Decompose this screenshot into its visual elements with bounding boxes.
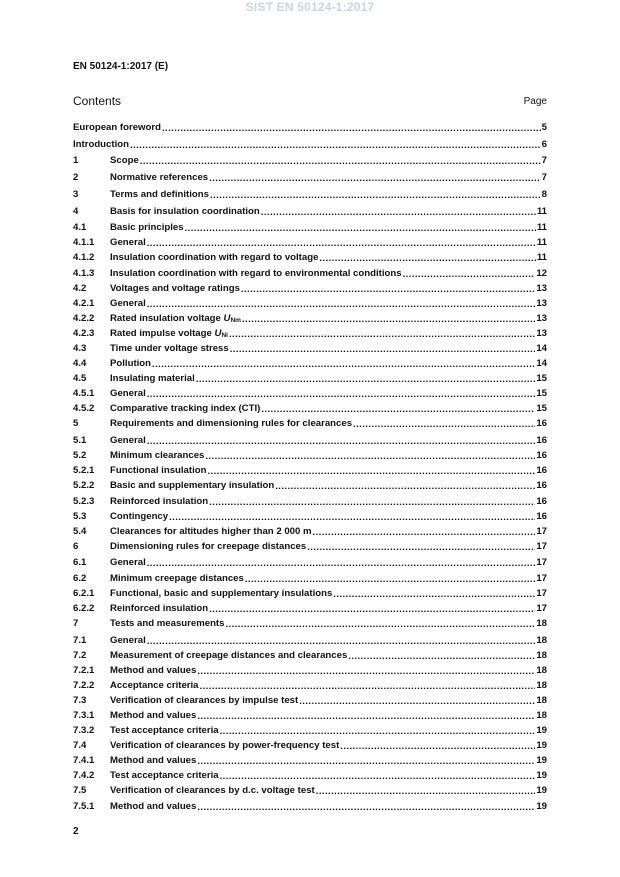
toc-entry-title: [110, 283, 240, 294]
dot-leader: [162, 123, 541, 133]
toc-entry-title: [110, 343, 229, 354]
toc-entry-number: 2: [73, 172, 79, 184]
toc-entry-title: [110, 740, 339, 751]
toc-entry[interactable]: [73, 796, 547, 811]
toc-entry-number: 7.5.1: [73, 800, 95, 812]
toc-entry-title-text: Contingency: [110, 510, 169, 522]
toc-entry-title: [110, 725, 219, 736]
dot-leader: [209, 497, 535, 507]
toc-entry[interactable]: [73, 185, 547, 200]
toc-entry-title-text: Method and values: [110, 664, 197, 676]
toc-entry-number: 5.2.1: [73, 465, 95, 477]
toc-entry-page: 16: [536, 510, 547, 522]
toc-entry-title-text: Functional, basic and supplementary insulations: [110, 587, 333, 599]
toc-entry-number: 7.4: [73, 740, 87, 752]
toc-entry-title-text: Measurement of creepage distances and clearances: [110, 649, 348, 661]
dot-leader: [196, 374, 536, 384]
toc-entry-title: [110, 588, 332, 599]
toc-entry-number: 4: [73, 205, 79, 217]
dot-leader: [242, 314, 535, 324]
toc-entry-title: [110, 603, 208, 614]
toc-entry[interactable]: [73, 369, 547, 384]
dot-leader: [209, 173, 541, 183]
toc-entry-title: [110, 328, 228, 339]
dot-leader: [261, 207, 536, 217]
toc-entry-title-text: Voltages and voltage ratings: [110, 282, 240, 294]
dot-leader: [147, 436, 536, 446]
toc-entry-number: 5.3: [73, 510, 87, 522]
toc-entry-title: [110, 252, 318, 263]
toc-entry[interactable]: [73, 431, 547, 446]
toc-entry-title-text: Minimum creepage distances: [110, 572, 244, 584]
toc-entry[interactable]: [73, 614, 547, 629]
toc-entry-page: 15: [536, 373, 547, 385]
footer-page-number: 2: [73, 826, 79, 837]
dot-leader: [197, 711, 535, 721]
dot-leader: [209, 604, 535, 614]
toc-entry-number: 4.1: [73, 222, 87, 234]
dot-leader: [316, 786, 536, 796]
dot-leader: [147, 238, 536, 248]
toc-entry-number: 4.2.2: [73, 312, 95, 324]
toc-entry-number: 4.1.3: [73, 267, 95, 279]
toc-entry[interactable]: [73, 721, 547, 736]
toc-entry[interactable]: [73, 491, 547, 506]
toc-entry-symbol: U: [223, 312, 231, 324]
dot-leader: [403, 269, 536, 279]
toc-entry[interactable]: [73, 553, 547, 568]
toc-entry-number: 4.2.3: [73, 327, 95, 339]
toc-entry-title-text: Reinforced insulation: [110, 602, 209, 614]
document-id: EN 50124-1:2017 (E): [73, 61, 169, 72]
toc-entry-number: 5.4: [73, 525, 87, 537]
toc-entry-number: 7.3.2: [73, 725, 95, 737]
dot-leader: [348, 651, 535, 661]
toc-entry[interactable]: [73, 135, 547, 150]
toc-entry-number: 6: [73, 540, 79, 552]
toc-entry-page: 18: [536, 617, 547, 629]
dot-leader: [261, 404, 535, 414]
toc-entry-title-text: Time under voltage stress: [110, 342, 229, 354]
toc-entry-title: [110, 496, 208, 507]
dot-leader: [275, 481, 535, 491]
toc-entry-title: [110, 480, 274, 491]
toc-entry[interactable]: [73, 309, 547, 324]
toc-entry-title: [110, 313, 241, 324]
dot-leader: [313, 527, 536, 537]
dot-leader: [299, 696, 535, 706]
toc-entry[interactable]: [73, 751, 547, 766]
dot-leader: [197, 666, 535, 676]
toc-entry-number: 4.3: [73, 342, 87, 354]
toc-entry-number: 4.2.1: [73, 297, 95, 309]
toc-entry-title: [110, 206, 260, 217]
toc-entry-title: [110, 665, 196, 676]
toc-entry[interactable]: [73, 676, 547, 691]
toc-entry-page: 7: [541, 172, 547, 184]
toc-entry-number: 7.4.2: [73, 770, 95, 782]
toc-entry-page: 17: [536, 587, 547, 599]
toc-entry-page: 5: [541, 122, 547, 134]
toc-entry[interactable]: [73, 263, 547, 278]
toc-entry-page: 13: [536, 297, 547, 309]
dot-leader: [205, 451, 535, 461]
toc-entry-page: 18: [536, 634, 547, 646]
toc-entry-title-text: Acceptance criteria: [110, 679, 199, 691]
toc-entry-page: 16: [536, 480, 547, 492]
dot-leader: [333, 589, 535, 599]
toc-entry-page: 7: [541, 155, 547, 167]
dot-leader: [197, 802, 535, 812]
toc-entry-page: 19: [536, 800, 547, 812]
toc-entry-title-text: Method and values: [110, 800, 197, 812]
dot-leader: [200, 681, 536, 691]
page-column-label: Page: [523, 96, 547, 107]
dot-leader: [169, 512, 535, 522]
toc-entry-title-text: Insulating material: [110, 373, 195, 385]
toc-entry[interactable]: [73, 537, 547, 552]
toc-entry-number: 7.2.2: [73, 679, 95, 691]
toc-entry-page: 17: [536, 540, 547, 552]
toc-entry-number: 4.5: [73, 373, 87, 385]
toc-entry-title: [110, 695, 298, 706]
toc-entry-title-text: Pollution: [110, 358, 152, 370]
toc-entry-title: [110, 710, 196, 721]
toc-entry-title-text: European foreword: [73, 122, 161, 134]
toc-entry[interactable]: [73, 661, 547, 676]
toc-entry-title: [110, 172, 208, 183]
toc-entry-title: [110, 541, 306, 552]
toc-entry[interactable]: [73, 233, 547, 248]
toc-entry-page: 17: [536, 602, 547, 614]
dot-leader: [319, 253, 535, 263]
dot-leader: [210, 190, 541, 200]
toc-entry-title: [110, 635, 146, 646]
toc-entry-number: 7.5: [73, 785, 87, 797]
toc-entry-page: 8: [541, 188, 547, 200]
toc-entry[interactable]: [73, 218, 547, 233]
toc-entry[interactable]: [73, 568, 547, 583]
toc-entry-title-text: General: [110, 388, 146, 400]
toc-entry-title: [73, 139, 129, 150]
toc-entry[interactable]: [73, 414, 547, 429]
toc-entry-title-text: General: [110, 297, 146, 309]
toc-entry-symbol: U: [214, 327, 222, 339]
toc-entry-number: 7.1: [73, 634, 87, 646]
toc-entry-title-text: General: [110, 557, 146, 569]
toc-entry-title-text: Dimensioning rules for creepage distances: [110, 540, 307, 552]
dot-leader: [185, 223, 536, 233]
toc-entry-page: 11: [536, 237, 547, 249]
toc-entry[interactable]: [73, 354, 547, 369]
toc-entry-number: 7.2: [73, 649, 87, 661]
toc-entry-page: 11: [536, 222, 547, 234]
toc-entry-number: 6.2.1: [73, 587, 95, 599]
toc-entry-title-text: General: [110, 237, 146, 249]
dot-leader: [197, 756, 535, 766]
toc-entry-page: 16: [536, 450, 547, 462]
toc-entry-title: [110, 222, 184, 233]
toc-entry-subscript: Nm: [230, 316, 241, 324]
toc-entry[interactable]: [73, 706, 547, 721]
toc-entry-title-text: Tests and measurements: [110, 617, 225, 629]
toc-entry-number: 3: [73, 188, 79, 200]
toc-entry-title: [110, 435, 146, 446]
toc-entry-title-text: General: [110, 634, 146, 646]
toc-entry[interactable]: [73, 201, 547, 216]
toc-entry-page: 16: [536, 495, 547, 507]
toc-entry[interactable]: [73, 279, 547, 294]
toc-entry-title: [110, 526, 312, 537]
dot-leader: [147, 389, 536, 399]
toc-entry-number: 4.5.1: [73, 388, 95, 400]
toc-entry-title-text: Basic principles: [110, 222, 184, 234]
toc-entry-title-text: Rated impulse voltage: [110, 327, 215, 339]
toc-entry-title-text: Clearances for altitudes higher than 2 000 m: [110, 525, 312, 537]
watermark: SIST EN 50124-1:2017: [245, 0, 375, 14]
toc-entry-title-text: Reinforced insulation: [110, 495, 209, 507]
toc-entry-number: 4.1.2: [73, 252, 95, 264]
toc-entry-title-text: Introduction: [73, 138, 129, 150]
toc-entry-title: [110, 755, 196, 766]
toc-entry[interactable]: [73, 248, 547, 263]
toc-entry-title-text: Method and values: [110, 755, 197, 767]
toc-entry-title: [110, 403, 260, 414]
toc-entry-page: 13: [536, 282, 547, 294]
toc-entry-title: [110, 770, 219, 781]
toc-entry-number: 5: [73, 418, 79, 430]
toc-entry-page: 15: [536, 388, 547, 400]
toc-entry-page: 17: [536, 572, 547, 584]
toc-entry-page: 16: [536, 435, 547, 447]
dot-leader: [207, 466, 535, 476]
dot-leader: [147, 299, 536, 309]
dot-leader: [130, 140, 541, 150]
toc-entry[interactable]: [73, 294, 547, 309]
toc-entry-title-text: Verification of clearances by power-frequency test: [110, 740, 340, 752]
toc-entry-number: 7.3: [73, 694, 87, 706]
toc-entry-number: 7.3.1: [73, 710, 95, 721]
toc-entry-page: 13: [536, 312, 547, 324]
contents-heading: Contents: [73, 94, 122, 108]
toc-entry-title-text: Minimum clearances: [110, 450, 205, 462]
toc-entry-title: [110, 298, 146, 309]
table-of-contents: [73, 118, 547, 812]
toc-entry-title: [110, 465, 206, 476]
toc-entry-page: 14: [536, 342, 547, 354]
toc-entry-page: 6: [541, 138, 547, 150]
toc-entry[interactable]: [73, 446, 547, 461]
toc-entry-title-text: Normative references: [110, 172, 209, 184]
toc-entry[interactable]: [73, 461, 547, 476]
toc-entry-title-text: Terms and definitions: [110, 188, 209, 200]
toc-entry-title-text: Requirements and dimensioning rules for clearances: [110, 418, 353, 430]
toc-entry[interactable]: [73, 766, 547, 781]
toc-entry-title-text: Verification of clearances by d.c. voltage test: [110, 785, 315, 797]
toc-entry-page: 17: [536, 525, 547, 537]
toc-entry-title-text: Rated insulation voltage: [110, 312, 224, 324]
toc-entry-page: 18: [536, 710, 547, 721]
toc-entry-number: 7.2.1: [73, 664, 95, 676]
toc-entry-number: 7: [73, 617, 79, 629]
toc-entry[interactable]: [73, 507, 547, 522]
toc-entry-number: 6.1: [73, 557, 87, 569]
toc-entry-page: 18: [536, 649, 547, 661]
toc-entry-title: [110, 801, 196, 812]
toc-entry-title-text: Comparative tracking index (CTI): [110, 403, 261, 415]
toc-entry-title: [110, 680, 199, 691]
toc-entry-number: 5.1: [73, 435, 87, 447]
dot-leader: [307, 542, 535, 552]
toc-entry-number: 4.4: [73, 358, 87, 370]
dot-leader: [230, 344, 536, 354]
toc-entry-number: 4.2: [73, 282, 87, 294]
dot-leader: [229, 329, 535, 339]
toc-entry-page: 18: [536, 664, 547, 676]
toc-entry-title-text: Insulation coordination with regard to environmental conditions: [110, 267, 402, 279]
toc-entry[interactable]: [73, 781, 547, 796]
dot-leader: [245, 574, 536, 584]
toc-entry[interactable]: [73, 522, 547, 537]
toc-entry-title: [73, 122, 161, 133]
toc-entry[interactable]: [73, 339, 547, 354]
toc-entry[interactable]: [73, 736, 547, 751]
toc-entry-page: 15: [536, 403, 547, 415]
toc-entry[interactable]: [73, 646, 547, 661]
toc-entry-page: 14: [536, 358, 547, 370]
toc-entry-number: 1: [73, 155, 79, 167]
toc-entry-page: 17: [536, 557, 547, 569]
toc-entry-title: [110, 388, 146, 399]
toc-entry-page: 19: [536, 770, 547, 782]
toc-entry-title-text: Test acceptance criteria: [110, 725, 219, 737]
toc-entry-title-text: Scope: [110, 155, 139, 167]
toc-entry-title: [110, 373, 195, 384]
dot-leader: [220, 726, 536, 736]
toc-entry[interactable]: [73, 476, 547, 491]
toc-entry-title: [110, 268, 402, 279]
toc-entry-title: [110, 511, 168, 522]
toc-entry-page: 11: [536, 205, 547, 217]
toc-entry-title-text: General: [110, 435, 146, 447]
dot-leader: [225, 619, 535, 629]
toc-entry-number: 4.5.2: [73, 403, 95, 415]
toc-entry[interactable]: [73, 399, 547, 414]
dot-leader: [340, 741, 535, 751]
toc-entry-title: [110, 418, 352, 429]
toc-entry-page: 19: [536, 755, 547, 767]
toc-entry-title-text: Functional insulation: [110, 465, 207, 477]
toc-entry-title: [110, 785, 315, 796]
dot-leader: [147, 558, 536, 568]
toc-entry-number: 5.2.3: [73, 495, 95, 507]
toc-entry-title: [110, 618, 224, 629]
toc-entry[interactable]: [73, 324, 547, 339]
toc-entry-title-text: Method and values: [110, 710, 197, 721]
toc-entry-title: [110, 650, 347, 661]
toc-entry-title: [110, 573, 244, 584]
toc-entry-title: [110, 450, 204, 461]
toc-entry-number: 4.1.1: [73, 237, 95, 249]
toc-entry-page: 19: [536, 725, 547, 737]
toc-entry[interactable]: [73, 630, 547, 645]
toc-entry[interactable]: [73, 168, 547, 183]
dot-leader: [241, 284, 535, 294]
toc-entry-page: 18: [536, 679, 547, 691]
toc-entry-title: [110, 237, 146, 248]
toc-entry-number: 7.4.1: [73, 755, 95, 767]
toc-entry-page: 11: [536, 252, 547, 264]
toc-entry-number: 6.2: [73, 572, 87, 584]
toc-entry-title-text: Verification of clearances by impulse test: [110, 694, 299, 706]
toc-entry-page: 16: [536, 418, 547, 430]
toc-entry-page: 13: [536, 327, 547, 339]
toc-entry-page: 19: [536, 785, 547, 797]
dot-leader: [147, 636, 536, 646]
toc-entry-page: 16: [536, 465, 547, 477]
dot-leader: [140, 156, 541, 166]
toc-entry[interactable]: [73, 599, 547, 614]
toc-entry-title-text: Basis for insulation coordination: [110, 205, 260, 217]
toc-entry[interactable]: [73, 118, 547, 133]
toc-entry-number: 5.2: [73, 450, 87, 462]
toc-entry-title: [110, 358, 151, 369]
dot-leader: [353, 419, 535, 429]
toc-entry-title: [110, 557, 146, 568]
toc-entry-page: 18: [536, 694, 547, 706]
toc-entry[interactable]: [73, 691, 547, 706]
toc-entry-page: 19: [536, 740, 547, 752]
toc-entry[interactable]: [73, 384, 547, 399]
toc-entry-title-text: Test acceptance criteria: [110, 770, 219, 782]
toc-entry-number: 6.2.2: [73, 602, 95, 614]
toc-entry-title-text: Insulation coordination with regard to voltage: [110, 252, 319, 264]
toc-entry-title-text: Basic and supplementary insulation: [110, 480, 275, 492]
toc-entry-title: [110, 189, 209, 200]
toc-entry-subscript: Ni: [221, 331, 228, 339]
toc-entry-number: 5.2.2: [73, 480, 95, 492]
toc-entry-page: 12: [536, 267, 547, 279]
toc-entry-title: [110, 155, 139, 166]
dot-leader: [152, 359, 535, 369]
dot-leader: [220, 771, 536, 781]
toc-entry[interactable]: [73, 584, 547, 599]
toc-entry[interactable]: [73, 151, 547, 166]
